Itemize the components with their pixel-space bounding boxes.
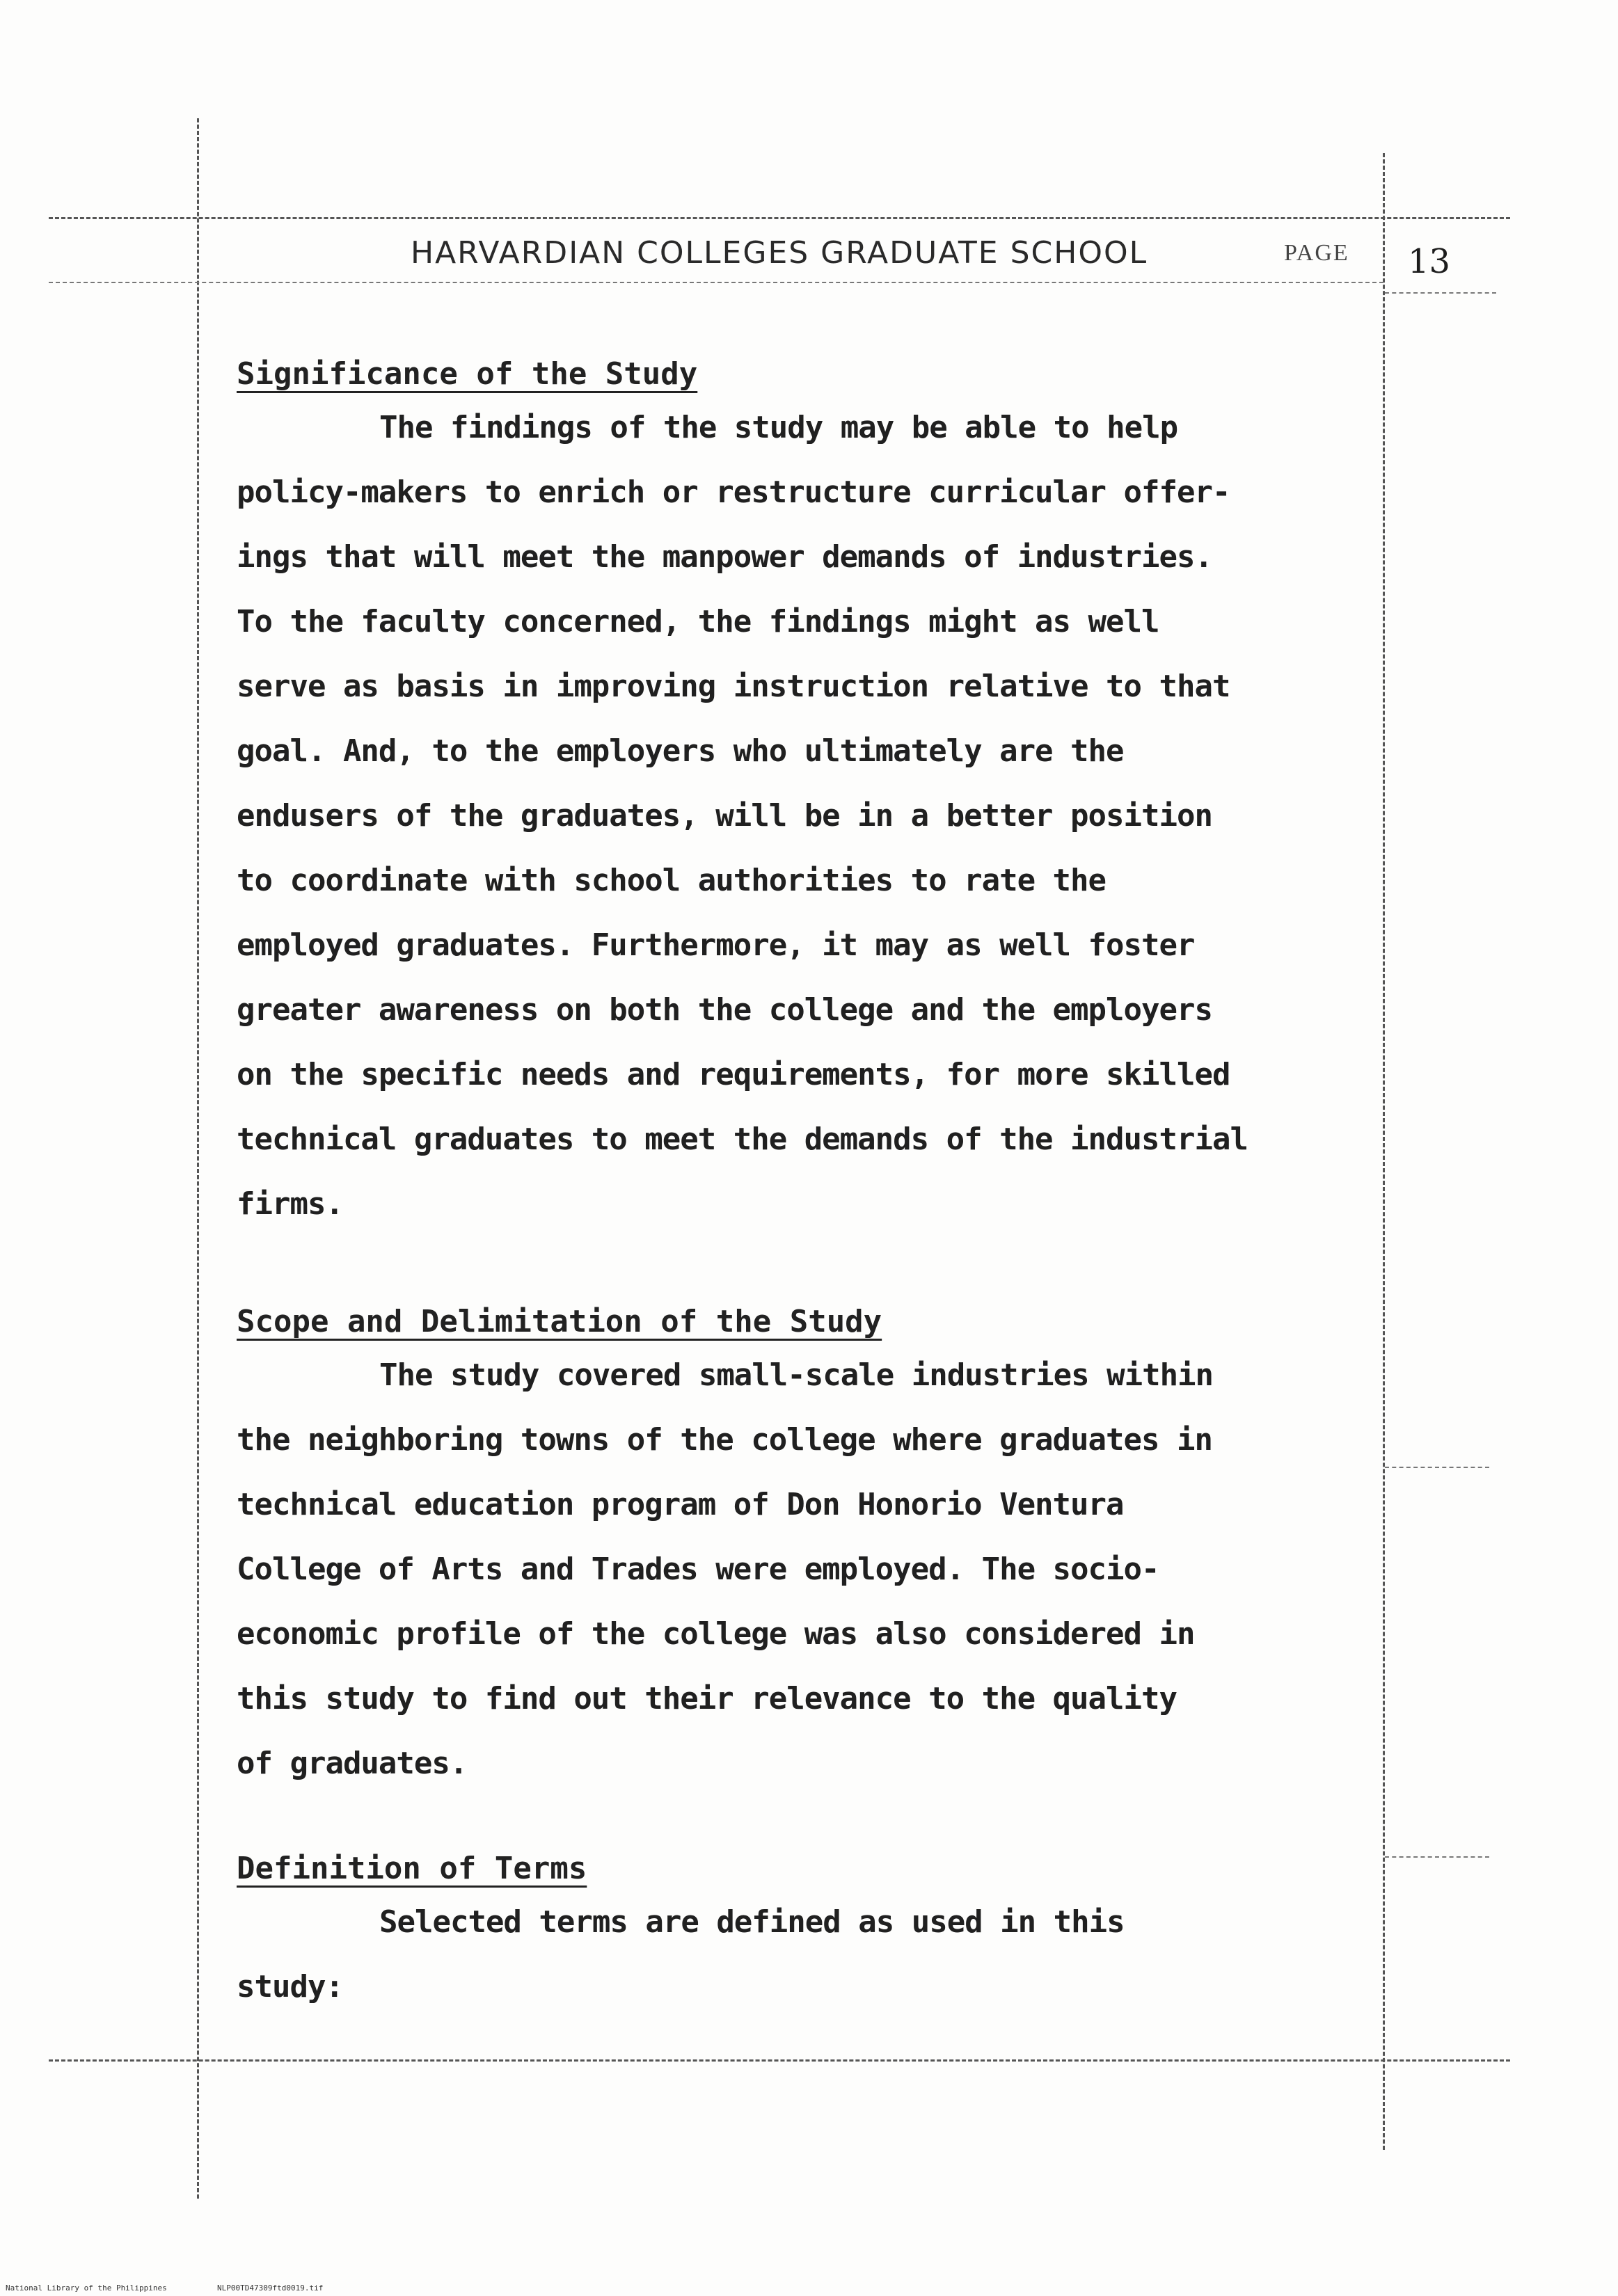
- page-number: 13: [1408, 242, 1451, 281]
- right-margin-mark-2: [1385, 1856, 1489, 1858]
- section-definitions: [237, 1837, 1385, 2019]
- paragraph-line: this study to find out their relevance to the quality: [237, 1681, 1177, 1716]
- paragraph-line: To the faculty concerned, the findings might as well: [237, 604, 1159, 639]
- page-box-bottom-rule: [1385, 292, 1496, 294]
- footer-file: NLP00TD47309ftd0019.tif: [217, 2283, 324, 2293]
- paragraph-line: technical education program of Don Honorio Ventura: [237, 1487, 1124, 1522]
- section-significance: [237, 342, 1385, 1236]
- paragraph-line: on the specific needs and requirements, for more skilled: [237, 1057, 1230, 1092]
- paragraph-line: endusers of the graduates, will be in a better position: [237, 798, 1212, 834]
- paragraph-line: to coordinate with school authorities to rate the: [237, 863, 1107, 898]
- section-heading: Scope and Delimitation of the Study: [237, 1304, 882, 1339]
- paragraph-line: economic profile of the college was also considered in: [237, 1616, 1195, 1652]
- page-label: PAGE: [1284, 240, 1349, 266]
- section-scope: [237, 1290, 1385, 1796]
- right-margin-mark-1: [1385, 1467, 1489, 1468]
- paragraph-line: The findings of the study may be able to help: [379, 410, 1178, 445]
- paragraph-line: goal. And, to the employers who ultimately are the: [237, 733, 1124, 769]
- paragraph-line: the neighboring towns of the college where graduates in: [237, 1422, 1212, 1458]
- header-top-rule: [49, 217, 1510, 219]
- paragraph-line: study:: [237, 1969, 343, 2004]
- footer-rule: [49, 2059, 1510, 2062]
- section-heading: Definition of Terms: [237, 1851, 587, 1886]
- paragraph-line: firms.: [237, 1186, 343, 1222]
- paragraph-line: of graduates.: [237, 1746, 468, 1781]
- paragraph-line: College of Arts and Trades were employed. The socio-: [237, 1552, 1159, 1587]
- paragraph-line: Selected terms are defined as used in this: [379, 1904, 1125, 1940]
- paragraph-line: The study covered small-scale industries within: [379, 1357, 1214, 1393]
- paragraph-line: employed graduates. Furthermore, it may as well foster: [237, 927, 1195, 963]
- paragraph-line: policy-makers to enrich or restructure curricular offer-: [237, 475, 1230, 510]
- header-title: HARVARDIAN COLLEGES GRADUATE SCHOOL: [411, 235, 1148, 271]
- paragraph-line: technical graduates to meet the demands of the industrial: [237, 1122, 1248, 1157]
- footer-library: National Library of the Philippines: [6, 2283, 167, 2293]
- paragraph-line: ings that will meet the manpower demands of industries.: [237, 539, 1212, 575]
- header-bottom-rule: [49, 282, 1383, 283]
- paragraph-line: serve as basis in improving instruction relative to that: [237, 669, 1230, 704]
- section-heading: Significance of the Study: [237, 356, 698, 392]
- paragraph-line: greater awareness on both the college and the employers: [237, 992, 1212, 1028]
- left-margin-rule: [197, 118, 199, 2199]
